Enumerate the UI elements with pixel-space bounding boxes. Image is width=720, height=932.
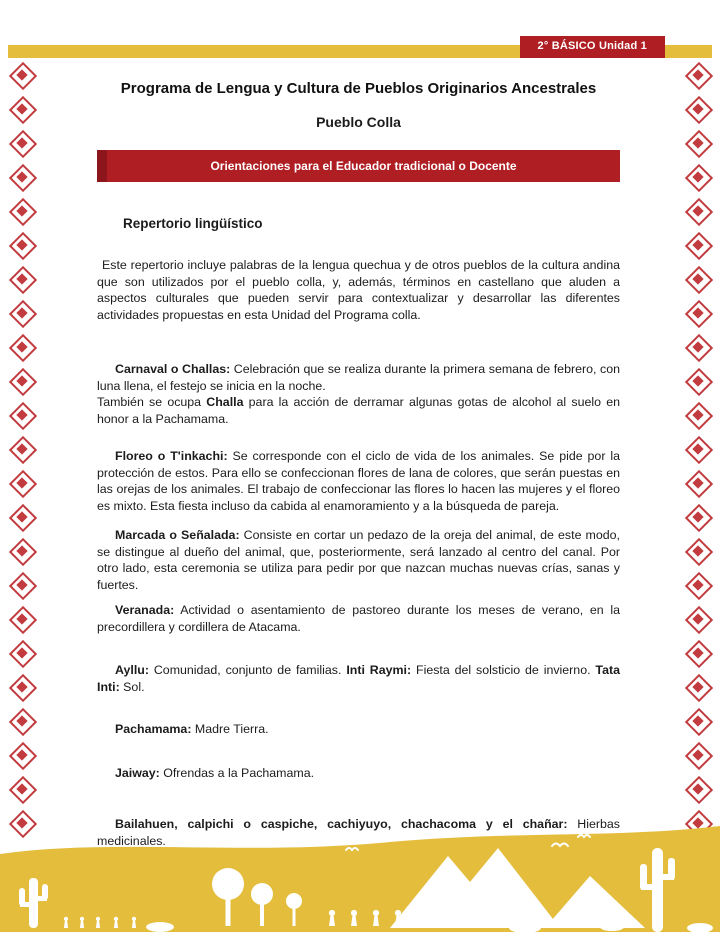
textile-motif-icon bbox=[8, 502, 36, 532]
document-content bbox=[97, 80, 620, 862]
textile-motif-icon bbox=[8, 434, 36, 464]
textile-motif-icon bbox=[684, 196, 712, 226]
intro-paragraph: Este repertorio incluye palabras de la lengua quechua y de otros pueblos de la cultura andina que son utilizados por el pueblo colla, y, además, términos en castellano que aluden a aspectos culturales que pueden servir para contextualizar y desarrollar las diferentes actividades propuestas en esta Unidad del Programa colla. bbox=[97, 258, 620, 322]
textile-motif-icon bbox=[8, 774, 36, 804]
textile-motif-icon bbox=[684, 570, 712, 600]
textile-motif-icon bbox=[684, 468, 712, 498]
right-pattern-border bbox=[682, 58, 714, 842]
glossary-entry: Jaiway: Ofrendas a la Pachamama. bbox=[115, 765, 315, 780]
textile-motif-icon bbox=[684, 60, 712, 90]
textile-motif-icon bbox=[8, 332, 36, 362]
textile-motif-icon bbox=[8, 196, 36, 226]
textile-motif-icon bbox=[8, 230, 36, 260]
textile-motif-icon bbox=[8, 570, 36, 600]
glossary-entry: Carnaval o Challas: Celebración que se realiza durante la primera semana de febrero, con luna llena, el festejo se inicia en la noche. También se ocupa Challa para la acción de derramar algunas gotas de alcohol al suelo en honor a la Pachamama. bbox=[97, 362, 620, 426]
textile-motif-icon bbox=[684, 638, 712, 668]
textile-motif-icon bbox=[684, 264, 712, 294]
textile-motif-icon bbox=[8, 468, 36, 498]
unit-badge: 2° BÁSICO Unidad 1 bbox=[520, 36, 665, 58]
textile-motif-icon bbox=[8, 162, 36, 192]
textile-motif-icon bbox=[8, 94, 36, 124]
glossary-entry: Veranada: Actividad o asentamiento de pastoreo durante los meses de verano, en la precordillera y cordillera de Atacama. bbox=[97, 603, 620, 634]
textile-motif-icon bbox=[8, 536, 36, 566]
textile-motif-icon bbox=[684, 672, 712, 702]
orientation-banner: Orientaciones para el Educador tradicional o Docente bbox=[97, 150, 620, 182]
textile-motif-icon bbox=[8, 740, 36, 770]
textile-motif-icon bbox=[684, 502, 712, 532]
textile-motif-icon bbox=[684, 400, 712, 430]
textile-motif-icon bbox=[8, 604, 36, 634]
textile-motif-icon bbox=[684, 94, 712, 124]
textile-motif-icon bbox=[8, 60, 36, 90]
textile-motif-icon bbox=[684, 740, 712, 770]
textile-motif-icon bbox=[684, 706, 712, 736]
textile-motif-icon bbox=[8, 706, 36, 736]
textile-motif-icon bbox=[684, 604, 712, 634]
glossary-entry: Marcada o Señalada: Consiste en cortar un pedazo de la oreja del animal, de este modo, se distingue al dueño del animal, que, posteriormente, será lanzado al centro del canal. Por otro lado, esta ceremonia se utiliza para pedir por que nazcan muchas nuevas crías, sanas y fuertes. bbox=[97, 528, 620, 592]
glossary-list bbox=[97, 361, 620, 849]
textile-motif-icon bbox=[8, 128, 36, 158]
textile-motif-icon bbox=[8, 264, 36, 294]
textile-motif-icon bbox=[684, 128, 712, 158]
textile-motif-icon bbox=[684, 366, 712, 396]
textile-motif-icon bbox=[8, 298, 36, 328]
page-title: Programa de Lengua y Cultura de Pueblos Originarios Ancestrales bbox=[120, 80, 597, 97]
textile-motif-icon bbox=[684, 774, 712, 804]
left-pattern-border bbox=[6, 58, 38, 842]
glossary-entry: Bailahuen, calpichi o caspiche, cachiyuyo, chachacoma y el chañar: Hierbas medicinales. bbox=[97, 817, 620, 848]
textile-motif-icon bbox=[8, 672, 36, 702]
textile-motif-icon bbox=[684, 536, 712, 566]
page-subtitle: Pueblo Colla bbox=[316, 114, 401, 130]
textile-motif-icon bbox=[8, 638, 36, 668]
glossary-entry: Floreo o T'inkachi: Se corresponde con el ciclo de vida de los animales. Se pide por la protección de estos. Para ello se confeccionan flores de lana de colores, que serán puestas en las orejas de los animales. El trabajo de confeccionar las flores lo hacen las mujeres y el floreo es mixto. Esta fiesta incluso da cabida al enamoramiento y a la búsqueda de pareja. bbox=[97, 449, 620, 513]
textile-motif-icon bbox=[8, 366, 36, 396]
textile-motif-icon bbox=[8, 400, 36, 430]
textile-motif-icon bbox=[684, 332, 712, 362]
footer-illustration bbox=[0, 820, 720, 932]
section-heading: Repertorio lingüístico bbox=[123, 216, 263, 231]
textile-motif-icon bbox=[684, 298, 712, 328]
glossary-entry: Ayllu: Comunidad, conjunto de familias. Inti Raymi: Fiesta del solsticio de invierno. Tata Inti: Sol. bbox=[97, 663, 620, 694]
textile-motif-icon bbox=[684, 162, 712, 192]
textile-motif-icon bbox=[684, 434, 712, 464]
textile-motif-icon bbox=[684, 230, 712, 260]
landscape-scene bbox=[0, 820, 720, 932]
glossary-entry: Pachamama: Madre Tierra. bbox=[115, 722, 269, 736]
